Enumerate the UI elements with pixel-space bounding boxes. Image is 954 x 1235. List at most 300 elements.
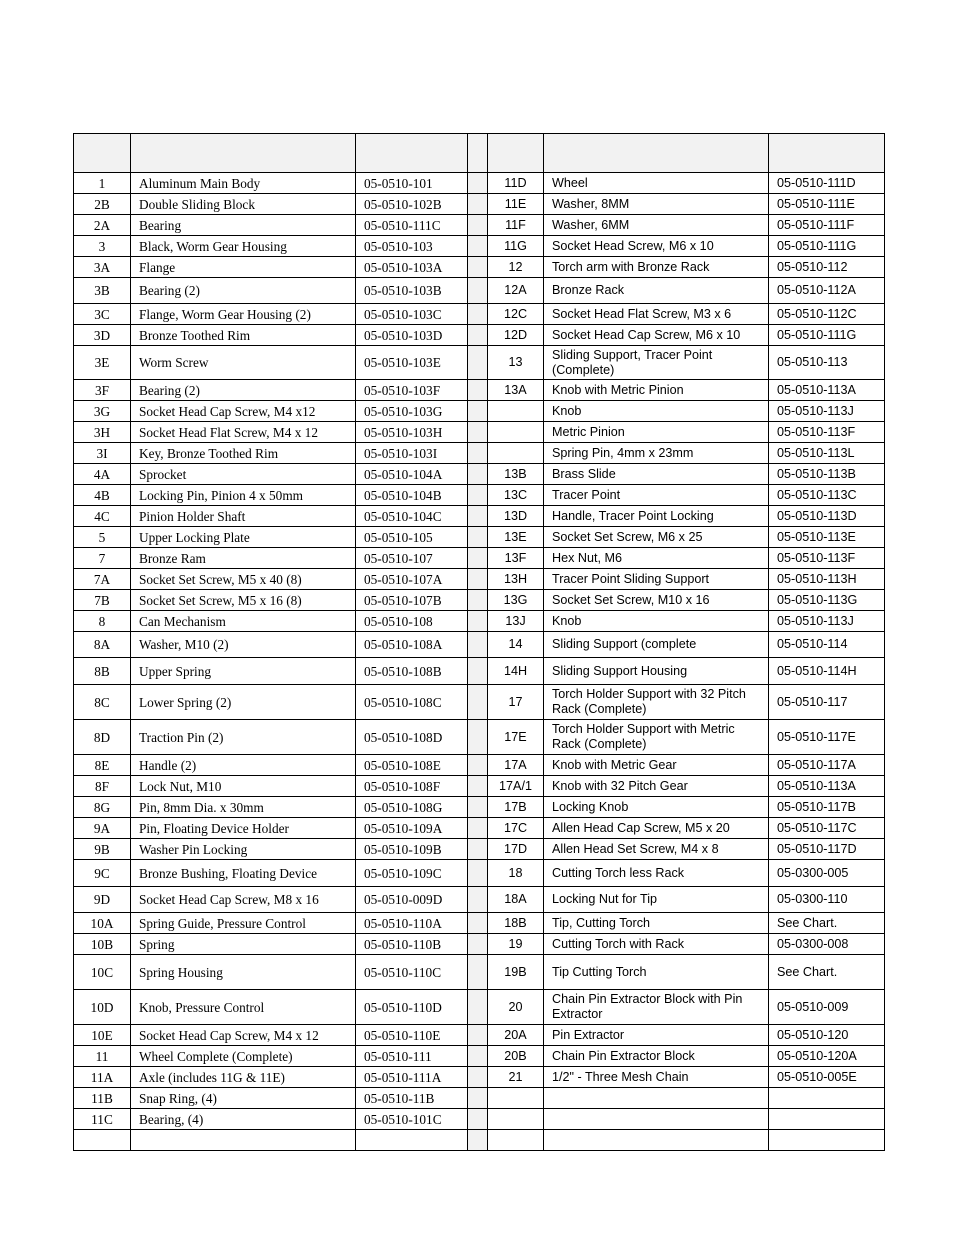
right-item-number: 11D [488,173,544,194]
column-gap [468,590,488,611]
left-item-description: Can Mechanism [131,611,356,632]
table-row [74,611,885,632]
column-gap [468,755,488,776]
right-part-number: 05-0510-005E [769,1067,885,1088]
column-gap [468,527,488,548]
table-row [74,194,885,215]
right-part-number: 05-0300-005 [769,860,885,887]
left-item-number: 9B [74,839,131,860]
column-gap [468,485,488,506]
column-gap [468,1130,488,1151]
parts-table-body [74,134,885,1151]
left-item-number: 9C [74,860,131,887]
right-item-number: 20 [488,990,544,1025]
left-part-number: 05-0510-107 [356,548,468,569]
left-item-number: 3F [74,380,131,401]
left-item-number: 10D [74,990,131,1025]
column-gap [468,1088,488,1109]
right-item-number: 17E [488,720,544,755]
right-item-number [488,443,544,464]
right-item-number: 17B [488,797,544,818]
table-row [74,304,885,325]
left-item-description: Lower Spring (2) [131,685,356,720]
right-item-description: Cutting Torch with Rack [544,934,769,955]
right-part-number: 05-0510-113J [769,401,885,422]
right-item-description: Washer, 6MM [544,215,769,236]
left-item-description: Wheel Complete (Complete) [131,1046,356,1067]
left-part-number: 05-0510-101 [356,173,468,194]
right-part-number: 05-0510-113A [769,776,885,797]
left-item-description: Traction Pin (2) [131,720,356,755]
header-cell [544,134,769,173]
table-row [74,1025,885,1046]
left-item-description: Upper Spring [131,658,356,685]
right-part-number: 05-0510-113B [769,464,885,485]
left-part-number: 05-0510-105 [356,527,468,548]
left-part-number: 05-0510-103I [356,443,468,464]
right-item-number: 13G [488,590,544,611]
left-item-description: Bearing [131,215,356,236]
left-item-description: Upper Locking Plate [131,527,356,548]
left-item-description: Flange [131,257,356,278]
right-item-description: Knob with Metric Pinion [544,380,769,401]
left-item-description: Pin, Floating Device Holder [131,818,356,839]
left-part-number: 05-0510-110D [356,990,468,1025]
table-row [74,955,885,990]
right-item-number: 14H [488,658,544,685]
table-row [74,506,885,527]
right-item-number: 12A [488,278,544,304]
table-row [74,913,885,934]
right-item-description: Knob [544,611,769,632]
left-item-description: Bronze Bushing, Floating Device [131,860,356,887]
left-part-number: 05-0510-101C [356,1109,468,1130]
left-part-number: 05-0510-110E [356,1025,468,1046]
table-row [74,797,885,818]
table-row [74,755,885,776]
left-part-number: 05-0510-103H [356,422,468,443]
right-part-number: 05-0510-113H [769,569,885,590]
right-part-number: 05-0510-111G [769,325,885,346]
left-part-number: 05-0510-108 [356,611,468,632]
left-part-number: 05-0510-11B [356,1088,468,1109]
right-part-number: See Chart. [769,913,885,934]
right-item-description: Knob with Metric Gear [544,755,769,776]
header-cell [769,134,885,173]
column-gap [468,776,488,797]
left-part-number: 05-0510-103D [356,325,468,346]
left-item-number: 8B [74,658,131,685]
table-row [74,860,885,887]
left-item-description: Double Sliding Block [131,194,356,215]
left-item-description: Washer Pin Locking [131,839,356,860]
right-item-number: 17A [488,755,544,776]
column-gap [468,134,488,173]
left-item-description: Bearing (2) [131,278,356,304]
left-item-description: Pin, 8mm Dia. x 30mm [131,797,356,818]
left-item-description: Black, Worm Gear Housing [131,236,356,257]
right-item-number: 14 [488,632,544,658]
right-part-number: 05-0510-113 [769,346,885,380]
left-item-number: 2B [74,194,131,215]
right-part-number: 05-0510-120A [769,1046,885,1067]
left-part-number: 05-0510-109A [356,818,468,839]
column-gap [468,1046,488,1067]
left-item-description: Key, Bronze Toothed Rim [131,443,356,464]
table-row [74,346,885,380]
header-cell [74,134,131,173]
left-item-description: Spring Housing [131,955,356,990]
right-item-description: Socket Head Screw, M6 x 10 [544,236,769,257]
right-item-number: 20B [488,1046,544,1067]
column-gap [468,839,488,860]
table-row [74,776,885,797]
left-item-description: Axle (includes 11G & 11E) [131,1067,356,1088]
table-row [74,1046,885,1067]
left-part-number: 05-0510-109B [356,839,468,860]
right-part-number: 05-0510-113G [769,590,885,611]
left-part-number: 05-0510-102B [356,194,468,215]
left-part-number: 05-0510-107A [356,569,468,590]
right-item-description [544,1109,769,1130]
left-item-description [131,1130,356,1151]
right-item-number: 19B [488,955,544,990]
right-item-number: 20A [488,1025,544,1046]
left-item-number: 4A [74,464,131,485]
left-item-number: 4C [74,506,131,527]
right-item-description: Knob [544,401,769,422]
left-part-number: 05-0510-110C [356,955,468,990]
table-row [74,215,885,236]
left-item-number: 7A [74,569,131,590]
right-item-description: Socket Head Flat Screw, M3 x 6 [544,304,769,325]
column-gap [468,913,488,934]
right-item-description: Tracer Point [544,485,769,506]
right-item-description: Knob with 32 Pitch Gear [544,776,769,797]
table-header-row [74,134,885,173]
left-item-number: 11C [74,1109,131,1130]
left-item-description: Spring Guide, Pressure Control [131,913,356,934]
left-item-description: Socket Set Screw, M5 x 16 (8) [131,590,356,611]
left-part-number [356,1130,468,1151]
column-gap [468,860,488,887]
right-item-number [488,401,544,422]
right-item-number: 19 [488,934,544,955]
column-gap [468,304,488,325]
right-item-number: 13H [488,569,544,590]
column-gap [468,278,488,304]
left-part-number: 05-0510-107B [356,590,468,611]
left-item-description: Spring [131,934,356,955]
right-item-description: Locking Knob [544,797,769,818]
column-gap [468,325,488,346]
table-row [74,590,885,611]
right-item-description [544,1088,769,1109]
right-item-number: 11E [488,194,544,215]
left-item-number: 8G [74,797,131,818]
right-item-number: 12 [488,257,544,278]
right-item-description: Sliding Support (complete [544,632,769,658]
column-gap [468,548,488,569]
left-item-number: 3E [74,346,131,380]
right-part-number: 05-0510-113C [769,485,885,506]
column-gap [468,818,488,839]
left-item-description: Lock Nut, M10 [131,776,356,797]
header-cell [131,134,356,173]
left-item-number: 3I [74,443,131,464]
table-row [74,443,885,464]
column-gap [468,658,488,685]
left-item-number: 9A [74,818,131,839]
left-part-number: 05-0510-108E [356,755,468,776]
right-item-number: 17C [488,818,544,839]
left-item-number: 5 [74,527,131,548]
header-cell [356,134,468,173]
left-part-number: 05-0510-111A [356,1067,468,1088]
right-part-number: 05-0510-117B [769,797,885,818]
header-cell [488,134,544,173]
parts-table [73,133,885,1151]
left-part-number: 05-0510-103C [356,304,468,325]
left-item-description: Aluminum Main Body [131,173,356,194]
right-item-description: Socket Set Screw, M6 x 25 [544,527,769,548]
left-part-number: 05-0510-103B [356,278,468,304]
left-item-number: 3A [74,257,131,278]
right-part-number: 05-0510-114 [769,632,885,658]
right-part-number [769,1088,885,1109]
left-item-description: Bearing (2) [131,380,356,401]
right-part-number: 05-0510-117A [769,755,885,776]
right-item-number: 13J [488,611,544,632]
right-item-description: Torch Holder Support with 32 Pitch Rack (Complete) [544,685,769,720]
left-item-description: Knob, Pressure Control [131,990,356,1025]
left-item-number: 2A [74,215,131,236]
right-item-number: 13C [488,485,544,506]
table-row [74,278,885,304]
right-item-description: Tip, Cutting Torch [544,913,769,934]
table-row [74,990,885,1025]
right-item-description: Allen Head Set Screw, M4 x 8 [544,839,769,860]
right-part-number: 05-0510-111F [769,215,885,236]
right-item-description: Washer, 8MM [544,194,769,215]
right-item-description: Torch Holder Support with Metric Rack (Complete) [544,720,769,755]
column-gap [468,257,488,278]
left-item-number [74,1130,131,1151]
right-item-description: Allen Head Cap Screw, M5 x 20 [544,818,769,839]
right-item-description [544,1130,769,1151]
right-item-description: Sliding Support, Tracer Point (Complete) [544,346,769,380]
table-row [74,1130,885,1151]
right-item-description: Cutting Torch less Rack [544,860,769,887]
right-item-number: 12D [488,325,544,346]
left-item-number: 8 [74,611,131,632]
table-row [74,1067,885,1088]
table-row [74,485,885,506]
right-part-number: 05-0510-112 [769,257,885,278]
right-item-number: 13A [488,380,544,401]
left-item-number: 7 [74,548,131,569]
left-item-number: 3C [74,304,131,325]
right-item-description: Handle, Tracer Point Locking [544,506,769,527]
column-gap [468,380,488,401]
right-item-description: Bronze Rack [544,278,769,304]
right-part-number: 05-0510-112A [769,278,885,304]
left-item-number: 11 [74,1046,131,1067]
right-item-number: 11G [488,236,544,257]
table-row [74,658,885,685]
left-item-description: Flange, Worm Gear Housing (2) [131,304,356,325]
left-item-description: Snap Ring, (4) [131,1088,356,1109]
right-item-description: Chain Pin Extractor Block with Pin Extractor [544,990,769,1025]
right-item-description: Pin Extractor [544,1025,769,1046]
right-item-number: 13E [488,527,544,548]
right-item-description: Hex Nut, M6 [544,548,769,569]
right-part-number [769,1130,885,1151]
right-item-number: 17D [488,839,544,860]
left-item-number: 10E [74,1025,131,1046]
right-item-description: Wheel [544,173,769,194]
table-row [74,464,885,485]
right-part-number: 05-0510-114H [769,658,885,685]
left-part-number: 05-0510-104B [356,485,468,506]
right-item-number: 13 [488,346,544,380]
table-row [74,257,885,278]
right-item-number: 13B [488,464,544,485]
left-item-number: 10B [74,934,131,955]
left-item-number: 1 [74,173,131,194]
column-gap [468,1067,488,1088]
table-row [74,325,885,346]
column-gap [468,422,488,443]
table-row [74,1109,885,1130]
left-part-number: 05-0510-103 [356,236,468,257]
right-part-number: 05-0510-113F [769,548,885,569]
column-gap [468,569,488,590]
right-item-number: 13F [488,548,544,569]
column-gap [468,1109,488,1130]
left-item-number: 3 [74,236,131,257]
left-part-number: 05-0510-108A [356,632,468,658]
right-item-number [488,422,544,443]
left-item-description: Worm Screw [131,346,356,380]
right-item-description: Spring Pin, 4mm x 23mm [544,443,769,464]
left-item-number: 8A [74,632,131,658]
column-gap [468,506,488,527]
left-part-number: 05-0510-104C [356,506,468,527]
table-row [74,934,885,955]
right-item-number: 17A/1 [488,776,544,797]
right-item-number: 17 [488,685,544,720]
right-item-description: Brass Slide [544,464,769,485]
right-item-description: Socket Head Cap Screw, M6 x 10 [544,325,769,346]
right-item-description: Torch arm with Bronze Rack [544,257,769,278]
column-gap [468,632,488,658]
table-row [74,569,885,590]
table-row [74,685,885,720]
right-item-description: 1/2" - Three Mesh Chain [544,1067,769,1088]
left-part-number: 05-0510-103E [356,346,468,380]
left-part-number: 05-0510-108B [356,658,468,685]
left-part-number: 05-0510-103A [356,257,468,278]
left-item-number: 10C [74,955,131,990]
right-item-description: Tip Cutting Torch [544,955,769,990]
right-part-number: 05-0510-117C [769,818,885,839]
table-row [74,818,885,839]
left-part-number: 05-0510-103G [356,401,468,422]
left-item-description: Washer, M10 (2) [131,632,356,658]
column-gap [468,194,488,215]
table-row [74,1088,885,1109]
table-row [74,839,885,860]
left-item-number: 8E [74,755,131,776]
left-item-number: 10A [74,913,131,934]
column-gap [468,236,488,257]
left-part-number: 05-0510-108F [356,776,468,797]
left-part-number: 05-0510-103F [356,380,468,401]
left-item-number: 7B [74,590,131,611]
right-item-number: 18A [488,887,544,913]
right-part-number: 05-0510-113L [769,443,885,464]
table-row [74,401,885,422]
left-item-description: Pinion Holder Shaft [131,506,356,527]
left-item-description: Socket Head Cap Screw, M8 x 16 [131,887,356,913]
right-part-number: 05-0510-112C [769,304,885,325]
left-item-number: 3H [74,422,131,443]
left-item-number: 3G [74,401,131,422]
right-part-number: 05-0510-111D [769,173,885,194]
column-gap [468,215,488,236]
column-gap [468,464,488,485]
right-part-number: 05-0510-120 [769,1025,885,1046]
right-item-description: Metric Pinion [544,422,769,443]
right-part-number: 05-0510-117E [769,720,885,755]
left-item-description: Handle (2) [131,755,356,776]
right-item-number: 11F [488,215,544,236]
column-gap [468,611,488,632]
right-part-number: 05-0510-113E [769,527,885,548]
right-item-description: Tracer Point Sliding Support [544,569,769,590]
right-part-number: 05-0510-111E [769,194,885,215]
left-part-number: 05-0510-104A [356,464,468,485]
left-item-description: Socket Head Flat Screw, M4 x 12 [131,422,356,443]
right-item-number: 21 [488,1067,544,1088]
right-item-number [488,1109,544,1130]
table-row [74,422,885,443]
left-item-description: Bronze Ram [131,548,356,569]
table-row [74,236,885,257]
right-item-number: 18 [488,860,544,887]
right-item-description: Chain Pin Extractor Block [544,1046,769,1067]
right-part-number: 05-0510-113D [769,506,885,527]
right-item-number: 18B [488,913,544,934]
left-item-description: Socket Head Cap Screw, M4 x12 [131,401,356,422]
left-item-description: Bronze Toothed Rim [131,325,356,346]
column-gap [468,685,488,720]
left-item-number: 3B [74,278,131,304]
right-part-number: 05-0510-117D [769,839,885,860]
table-row [74,720,885,755]
column-gap [468,955,488,990]
column-gap [468,934,488,955]
left-item-number: 11A [74,1067,131,1088]
left-item-number: 8F [74,776,131,797]
left-item-description: Bearing, (4) [131,1109,356,1130]
right-part-number: 05-0510-113A [769,380,885,401]
right-part-number: 05-0300-110 [769,887,885,913]
table-row [74,173,885,194]
column-gap [468,401,488,422]
right-part-number: 05-0510-117 [769,685,885,720]
